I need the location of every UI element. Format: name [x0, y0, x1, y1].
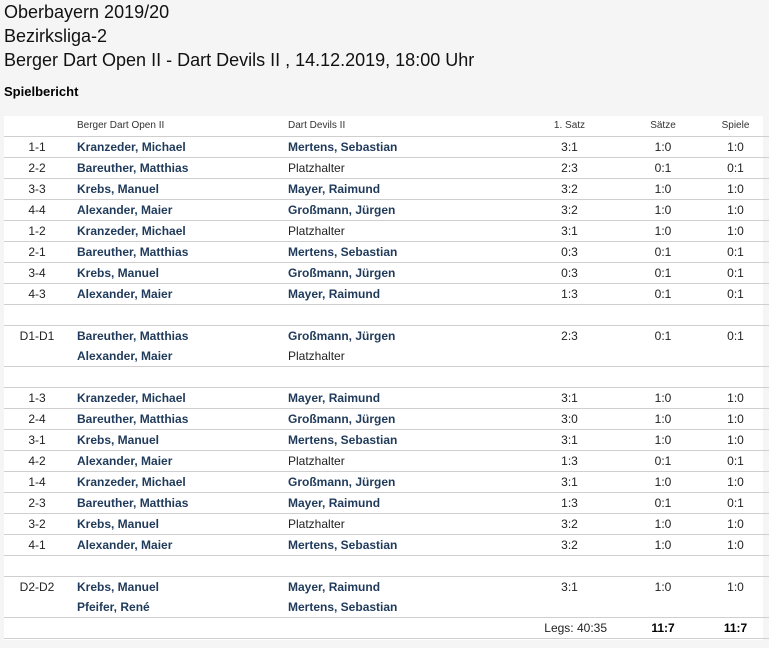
set1-score: 3:1 — [514, 137, 625, 158]
home-player-link[interactable]: Bareuther, Matthias — [70, 409, 288, 430]
game-number: 2-3 — [4, 493, 70, 514]
results-table — [4, 116, 769, 639]
spiele-score: 0:1 — [701, 451, 769, 472]
spiele-score: 0:1 — [727, 329, 744, 343]
spiele-score: 1:0 — [701, 388, 769, 409]
table-row — [4, 409, 769, 430]
game-number: D2-D2 — [19, 580, 55, 594]
home-player-link[interactable]: Kranzeder, Michael — [70, 388, 288, 409]
spiele-score: 1:0 — [701, 221, 769, 242]
set1-score: 3:1 — [514, 221, 625, 242]
saetze-score: 0:1 — [625, 451, 701, 472]
game-number: 3-2 — [4, 514, 70, 535]
home-player-link[interactable]: Kranzeder, Michael — [70, 137, 288, 158]
set1-score: 2:3 — [514, 158, 625, 179]
col-spiele-header: Spiele — [701, 116, 769, 137]
empty-cell — [625, 597, 701, 618]
report-title: Spielbericht — [4, 84, 79, 99]
table-row — [4, 242, 769, 263]
col-set1-header: 1. Satz — [514, 116, 625, 137]
empty-cell — [625, 346, 701, 367]
table-row — [4, 451, 769, 472]
away-player-link[interactable]: Mayer, Raimund — [288, 388, 514, 409]
home-player-link[interactable]: Pfeifer, René — [70, 597, 288, 618]
table-row — [4, 263, 769, 284]
saetze-score: 0:1 — [625, 158, 701, 179]
away-player-name: Platzhalter — [288, 514, 514, 535]
col-saetze-header: Sätze — [625, 116, 701, 137]
saetze-score: 1:0 — [625, 137, 701, 158]
table-row — [4, 430, 769, 451]
saetze-score: 1:0 — [625, 514, 701, 535]
home-player-link[interactable]: Krebs, Manuel — [70, 263, 288, 284]
table-row — [4, 514, 769, 535]
set1-score: 3:1 — [561, 580, 578, 594]
set1-score: 1:3 — [514, 493, 625, 514]
empty-cell — [514, 346, 625, 367]
home-player-link[interactable]: Kranzeder, Michael — [70, 221, 288, 242]
game-number: 2-2 — [4, 158, 70, 179]
away-player-name: Platzhalter — [288, 221, 514, 242]
game-number: 4-3 — [4, 284, 70, 305]
game-number: 3-3 — [4, 179, 70, 200]
empty-cell — [4, 346, 70, 367]
saetze-total: 11:7 — [625, 618, 701, 639]
away-player-link[interactable]: Mertens, Sebastian — [288, 242, 514, 263]
away-player-link[interactable]: Mertens, Sebastian — [288, 535, 514, 556]
spiele-score: 1:0 — [701, 514, 769, 535]
doubles-row — [4, 326, 769, 347]
table-row — [4, 472, 769, 493]
away-player-name: Platzhalter — [288, 158, 514, 179]
empty-cell — [4, 618, 514, 639]
table-row — [4, 179, 769, 200]
spiele-score: 1:0 — [701, 409, 769, 430]
game-number: 1-1 — [4, 137, 70, 158]
home-player-link[interactable]: Krebs, Manuel — [70, 179, 288, 200]
results-panel — [4, 116, 763, 640]
saetze-score: 0:1 — [625, 263, 701, 284]
game-number: 2-4 — [4, 409, 70, 430]
saetze-score: 1:0 — [625, 409, 701, 430]
set1-score: 3:2 — [514, 179, 625, 200]
game-number: 4-1 — [4, 535, 70, 556]
away-player-name: Platzhalter — [288, 451, 514, 472]
away-player-link[interactable]: Mayer, Raimund — [288, 493, 514, 514]
home-player-link[interactable]: Alexander, Maier — [70, 200, 288, 221]
saetze-score: 1:0 — [625, 472, 701, 493]
division-title: Bezirksliga-2 — [4, 26, 108, 46]
saetze-score: 1:0 — [625, 430, 701, 451]
section-spacer — [4, 556, 769, 577]
section-spacer — [4, 367, 769, 388]
spiele-score: 0:1 — [701, 263, 769, 284]
table-row — [4, 535, 769, 556]
home-player-link[interactable]: Alexander, Maier — [70, 535, 288, 556]
empty-cell — [701, 597, 769, 618]
spiele-score: 1:0 — [701, 430, 769, 451]
table-row — [4, 493, 769, 514]
away-player-link[interactable]: Mertens, Sebastian — [288, 430, 514, 451]
set1-score: 1:3 — [514, 451, 625, 472]
saetze-score: 1:0 — [625, 535, 701, 556]
set1-score: 1:3 — [514, 284, 625, 305]
set1-score: 3:2 — [514, 514, 625, 535]
doubles-row — [4, 577, 769, 598]
away-player-link[interactable]: Mayer, Raimund — [288, 284, 514, 305]
set1-score: 0:3 — [514, 263, 625, 284]
home-player-link[interactable]: Alexander, Maier — [70, 451, 288, 472]
away-player-link[interactable]: Großmann, Jürgen — [288, 329, 396, 343]
col-away-header: Dart Devils II — [288, 116, 514, 137]
table-row — [4, 284, 769, 305]
home-player-link[interactable]: Krebs, Manuel — [77, 580, 160, 594]
away-player-link[interactable]: Mayer, Raimund — [288, 580, 381, 594]
home-player-link[interactable]: Krebs, Manuel — [70, 514, 288, 535]
game-number: 2-1 — [4, 242, 70, 263]
saetze-score: 1:0 — [654, 580, 672, 594]
game-number: 3-4 — [4, 263, 70, 284]
section-spacer — [4, 305, 769, 326]
set1-score: 3:2 — [514, 200, 625, 221]
home-player-link[interactable]: Bareuther, Matthias — [77, 329, 189, 343]
saetze-score: 1:0 — [625, 179, 701, 200]
saetze-score: 1:0 — [625, 388, 701, 409]
empty-cell — [4, 597, 70, 618]
spiele-score: 0:1 — [701, 493, 769, 514]
away-player-link[interactable]: Großmann, Jürgen — [288, 263, 514, 284]
game-number: D1-D1 — [19, 329, 55, 343]
saetze-score: 1:0 — [625, 200, 701, 221]
game-number: 4-2 — [4, 451, 70, 472]
home-player-link[interactable]: Alexander, Maier — [70, 284, 288, 305]
spiele-score: 1:0 — [701, 535, 769, 556]
saetze-score: 0:1 — [654, 329, 672, 343]
set1-score: 3:2 — [514, 535, 625, 556]
saetze-score: 0:1 — [625, 493, 701, 514]
spiele-total: 11:7 — [701, 618, 769, 639]
set1-score: 0:3 — [514, 242, 625, 263]
away-player-link[interactable]: Großmann, Jürgen — [288, 472, 514, 493]
spiele-score: 0:1 — [701, 158, 769, 179]
table-row — [4, 158, 769, 179]
home-player-link[interactable]: Kranzeder, Michael — [70, 472, 288, 493]
col-home-header: Berger Dart Open II — [70, 116, 288, 137]
spiele-score: 1:0 — [701, 179, 769, 200]
home-player-link[interactable]: Bareuther, Matthias — [70, 158, 288, 179]
saetze-score: 0:1 — [625, 242, 701, 263]
table-row — [4, 388, 769, 409]
table-row — [4, 221, 769, 242]
spiele-score: 0:1 — [701, 284, 769, 305]
set1-score: 3:1 — [514, 430, 625, 451]
saetze-score: 1:0 — [625, 221, 701, 242]
spacer-cell — [4, 367, 769, 388]
game-number: 1-3 — [4, 388, 70, 409]
away-player-name: Platzhalter — [288, 346, 514, 367]
away-player-link[interactable]: Mayer, Raimund — [288, 179, 514, 200]
spiele-score: 1:0 — [727, 580, 744, 594]
home-player-link[interactable]: Alexander, Maier — [70, 346, 288, 367]
spiele-score: 1:0 — [701, 137, 769, 158]
table-header-row — [4, 116, 769, 137]
set1-score: 3:0 — [514, 409, 625, 430]
home-player-link[interactable]: Krebs, Manuel — [70, 430, 288, 451]
away-player-link[interactable]: Mertens, Sebastian — [288, 137, 514, 158]
spiele-score: 1:0 — [701, 472, 769, 493]
game-number: 1-4 — [4, 472, 70, 493]
table-row — [4, 200, 769, 221]
away-player-link[interactable]: Großmann, Jürgen — [288, 409, 514, 430]
match-title: Berger Dart Open II - Dart Devils II , 14.12.2019, 18:00 Uhr — [4, 50, 475, 70]
doubles-row-partner — [4, 597, 769, 618]
results-body — [4, 137, 769, 639]
game-number: 4-4 — [4, 200, 70, 221]
spacer-cell — [4, 305, 769, 326]
game-number: 1-2 — [4, 221, 70, 242]
legs-total: Legs: 40:35 — [514, 618, 625, 639]
col-number-header — [4, 116, 70, 137]
doubles-row-partner — [4, 346, 769, 367]
home-player-link[interactable]: Bareuther, Matthias — [70, 493, 288, 514]
away-player-link[interactable]: Mertens, Sebastian — [288, 597, 514, 618]
away-player-link[interactable]: Großmann, Jürgen — [288, 200, 514, 221]
empty-cell — [701, 346, 769, 367]
saetze-score: 0:1 — [625, 284, 701, 305]
spacer-cell — [4, 556, 769, 577]
totals-row — [4, 618, 769, 639]
set1-score: 3:1 — [514, 388, 625, 409]
empty-cell — [514, 597, 625, 618]
report-header — [4, 0, 474, 72]
home-player-link[interactable]: Bareuther, Matthias — [70, 242, 288, 263]
spiele-score: 0:1 — [701, 242, 769, 263]
game-number: 3-1 — [4, 430, 70, 451]
table-row — [4, 137, 769, 158]
spiele-score: 1:0 — [701, 200, 769, 221]
set1-score: 2:3 — [561, 329, 578, 343]
league-title: Oberbayern 2019/20 — [4, 2, 170, 22]
set1-score: 3:1 — [514, 472, 625, 493]
